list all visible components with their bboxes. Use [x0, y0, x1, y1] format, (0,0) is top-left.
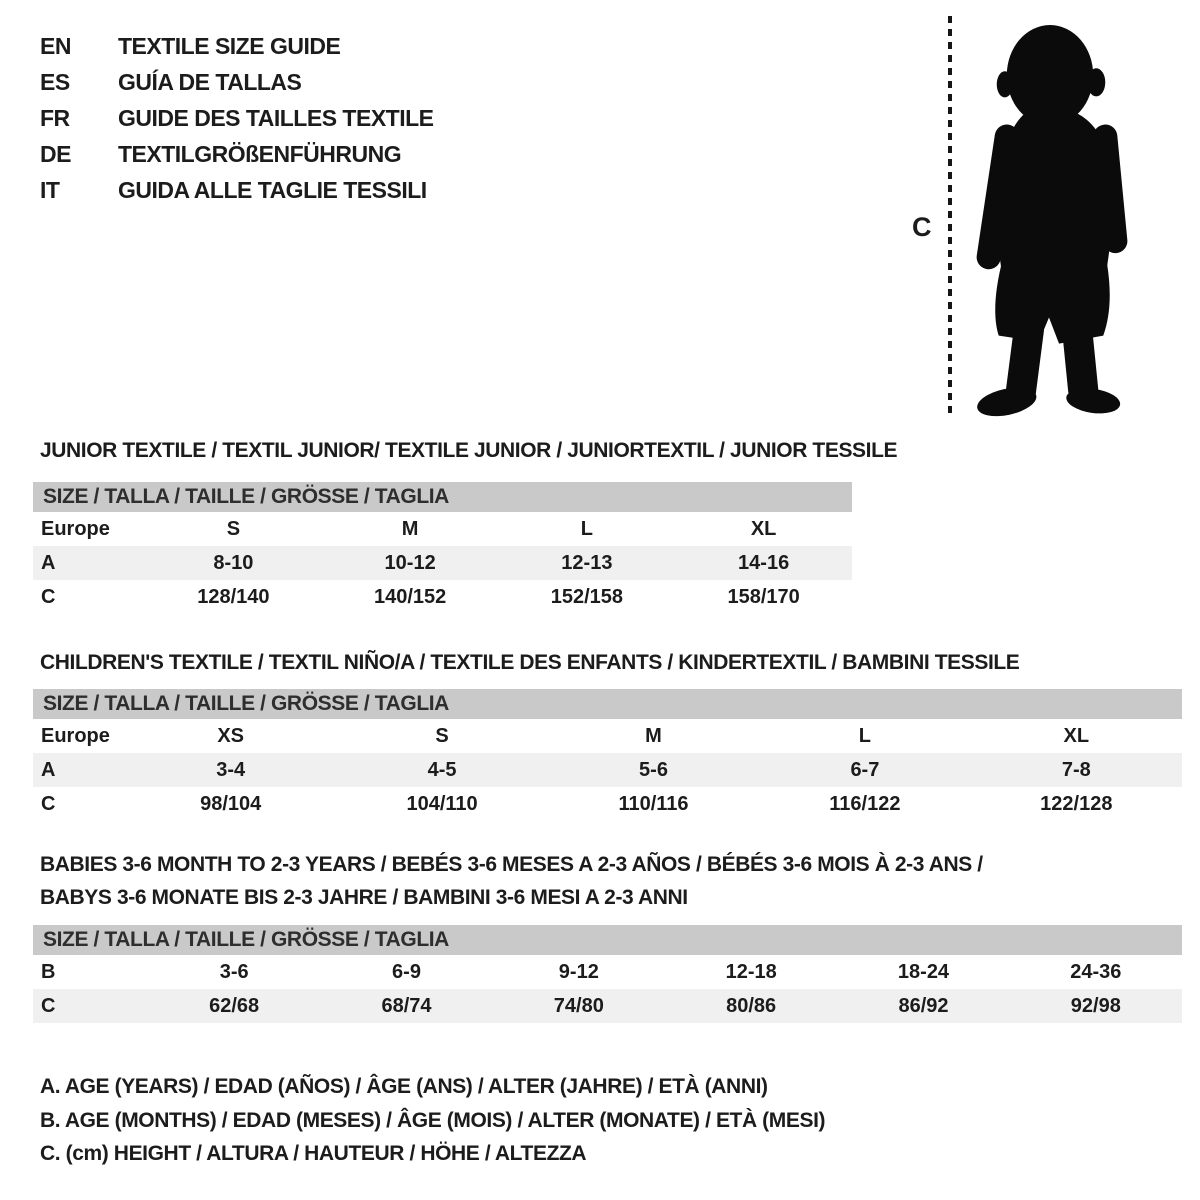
section-title-line: BABYS 3-6 MONATE BIS 2-3 JAHRE / BAMBINI 3-6 MESI A 2-3 ANNI	[40, 886, 688, 909]
language-code: IT	[40, 176, 60, 203]
language-row	[40, 136, 434, 172]
table-row	[33, 580, 852, 614]
section-title-junior	[40, 434, 897, 467]
table-cell: 14-16	[738, 551, 790, 574]
footnote-c: C. (cm) HEIGHT / ALTURA / HAUTEUR / HÖHE / ALTEZZA	[40, 1142, 587, 1165]
guide-title: TEXTILGRÖßENFÜHRUNG	[118, 140, 402, 167]
row-label: Europe	[41, 517, 110, 540]
language-title-list	[40, 28, 434, 208]
table-cell: L	[580, 517, 593, 540]
table-cell: 74/80	[553, 994, 604, 1017]
table-row	[33, 989, 1182, 1023]
table-cell: 9-12	[558, 960, 599, 983]
table-cell: 10-12	[384, 551, 436, 574]
height-label: C	[912, 212, 932, 242]
table-cell: XS	[217, 724, 245, 747]
table-cell: 6-9	[392, 960, 421, 983]
table-cell: XL	[1063, 724, 1090, 747]
toddler-silhouette-image	[962, 18, 1138, 420]
children-size-table	[33, 689, 1182, 821]
table-cell: 12-18	[725, 960, 777, 983]
section-title-line: JUNIOR TEXTILE / TEXTIL JUNIOR/ TEXTILE JUNIOR / JUNIORTEXTIL / JUNIOR TESSILE	[40, 439, 898, 462]
table-cell: 92/98	[1070, 994, 1121, 1017]
table-cell: 3-4	[216, 758, 246, 781]
language-code: FR	[40, 104, 70, 131]
table-cell: 140/152	[373, 585, 447, 608]
language-row	[40, 172, 434, 208]
table-cell: 24-36	[1070, 960, 1122, 983]
guide-title: GUÍA DE TALLAS	[118, 68, 302, 95]
row-label: C	[41, 585, 56, 608]
table-cell: 68/74	[381, 994, 432, 1017]
row-label: A	[41, 551, 56, 574]
table-row	[33, 546, 852, 580]
table-cell: 110/116	[618, 792, 689, 815]
table-header-label: SIZE / TALLA / TAILLE / GRÖSSE / TAGLIA	[43, 928, 449, 951]
table-cell: 104/110	[406, 792, 478, 815]
table-cell: L	[858, 724, 871, 747]
table-cell: XL	[750, 517, 777, 540]
table-cell: 18-24	[897, 960, 950, 983]
table-cell: 98/104	[200, 792, 262, 815]
table-row	[33, 753, 1182, 787]
section-title-babies	[40, 848, 983, 914]
table-header-bar	[33, 689, 1182, 719]
table-cell: 86/92	[898, 994, 949, 1017]
language-code: ES	[40, 68, 70, 95]
table-cell: 5-6	[639, 758, 668, 781]
guide-title: GUIDA ALLE TAGLIE TESSILI	[118, 176, 427, 203]
row-label: B	[41, 960, 56, 983]
guide-title: TEXTILE SIZE GUIDE	[118, 32, 341, 59]
table-body	[33, 719, 1182, 821]
height-measure-dashed-line	[948, 16, 952, 418]
section-title-line: BABIES 3-6 MONTH TO 2-3 YEARS / BEBÉS 3-6 MESES A 2-3 AÑOS / BÉBÉS 3-6 MOIS À 2-3 ANS /	[40, 853, 983, 876]
table-cell: 8-10	[213, 551, 254, 574]
language-row	[40, 28, 434, 64]
row-label: A	[41, 758, 56, 781]
table-row	[33, 719, 1182, 753]
table-row	[33, 955, 1182, 989]
table-header-bar	[33, 925, 1182, 955]
footnote-b: B. AGE (MONTHS) / EDAD (MESES) / ÂGE (MOIS) / ALTER (MONATE) / ETÀ (MESI)	[40, 1108, 826, 1132]
table-cell: 12-13	[561, 551, 613, 574]
table-cell: 6-7	[850, 758, 880, 781]
language-code: DE	[40, 140, 71, 167]
language-code: EN	[40, 32, 71, 59]
row-label: C	[41, 792, 56, 815]
table-row	[33, 512, 852, 546]
section-title-children	[40, 646, 1019, 679]
footnote-a: A. AGE (YEARS) / EDAD (AÑOS) / ÂGE (ANS) / ALTER (JAHRE) / ETÀ (ANNI)	[40, 1075, 768, 1098]
table-cell: 80/86	[726, 994, 777, 1017]
language-row	[40, 64, 434, 100]
table-cell: M	[645, 724, 662, 747]
guide-title: GUIDE DES TAILLES TEXTILE	[118, 104, 434, 131]
table-cell: 122/128	[1040, 792, 1113, 815]
table-header-label: SIZE / TALLA / TAILLE / GRÖSSE / TAGLIA	[43, 485, 449, 508]
table-cell: 62/68	[209, 994, 260, 1017]
table-header-label: SIZE / TALLA / TAILLE / GRÖSSE / TAGLIA	[43, 692, 449, 715]
table-body	[33, 955, 1182, 1023]
table-cell: 128/140	[197, 585, 270, 608]
row-label: Europe	[41, 724, 110, 747]
table-cell: 7-8	[1061, 758, 1091, 781]
table-cell: S	[226, 517, 241, 540]
table-body	[33, 512, 852, 614]
table-cell: 116/122	[829, 792, 901, 815]
table-cell: M	[401, 517, 419, 540]
table-cell: 152/158	[550, 585, 624, 608]
footnotes	[40, 1070, 825, 1171]
babies-size-table	[33, 925, 1182, 1023]
table-cell: 4-5	[427, 758, 457, 781]
row-label: C	[41, 994, 56, 1017]
table-header-bar	[33, 482, 852, 512]
table-cell: S	[435, 724, 449, 747]
table-cell: 3-6	[219, 960, 249, 983]
table-row	[33, 787, 1182, 821]
language-row	[40, 100, 434, 136]
section-title-line: CHILDREN'S TEXTILE / TEXTIL NIÑO/A / TEXTILE DES ENFANTS / KINDERTEXTIL / BAMBINI TESSILE	[40, 651, 1020, 674]
table-cell: 158/170	[727, 585, 800, 608]
junior-size-table	[33, 482, 852, 614]
